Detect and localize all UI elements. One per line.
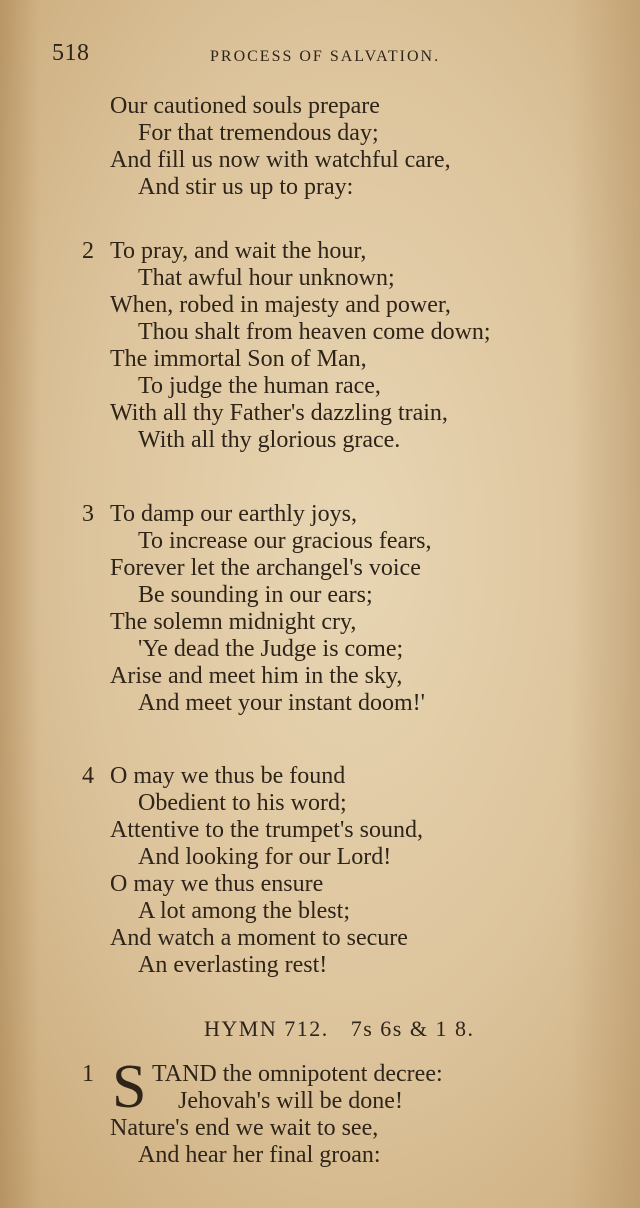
verse-line: Nature's end we wait to see, xyxy=(110,1115,379,1141)
page-shadow-right xyxy=(570,0,640,1208)
stanza-number: 4 xyxy=(82,763,94,789)
verse-line: The immortal Son of Man, xyxy=(110,346,367,372)
verse-line: O may we thus be found xyxy=(110,763,346,789)
stanza-number: 2 xyxy=(82,238,94,264)
running-head: PROCESS OF SALVATION. xyxy=(210,48,441,65)
verse-line: Thou shalt from heaven come down; xyxy=(138,319,491,345)
verse-line: To damp our earthly joys, xyxy=(110,501,357,527)
hymn-heading xyxy=(204,1016,474,1042)
verse-line: That awful hour unknown; xyxy=(138,265,395,291)
verse-line: And stir us up to pray: xyxy=(138,174,354,200)
verse-line: Arise and meet him in the sky, xyxy=(110,663,403,689)
verse-line: TAND the omnipotent decree: xyxy=(152,1061,443,1087)
verse-line: And watch a moment to secure xyxy=(110,925,408,951)
verse-line: Forever let the archangel's voice xyxy=(110,555,421,581)
stanza-number: 3 xyxy=(82,501,94,527)
verse-line: Our cautioned souls prepare xyxy=(110,93,380,119)
verse-line: A lot among the blest; xyxy=(138,898,350,924)
verse-line: And fill us now with watchful care, xyxy=(110,147,451,173)
verse-line: With all thy glorious grace. xyxy=(138,427,401,453)
drop-cap: S xyxy=(112,1053,147,1121)
verse-line: 'Ye dead the Judge is come; xyxy=(138,636,404,662)
verse-line: And meet your instant doom!' xyxy=(138,690,425,716)
verse-line: And hear her final groan: xyxy=(138,1142,381,1168)
verse-line: To increase our gracious fears, xyxy=(138,528,432,554)
verse-line: And looking for our Lord! xyxy=(138,844,392,870)
page-header xyxy=(52,40,522,74)
verse-line: To pray, and wait the hour, xyxy=(110,238,367,264)
verse-line: Attentive to the trumpet's sound, xyxy=(110,817,423,843)
verse-line: With all thy Father's dazzling train, xyxy=(110,400,448,426)
verse-line: Be sounding in our ears; xyxy=(138,582,373,608)
verse-line: For that tremendous day; xyxy=(138,120,379,146)
verse-line: An everlasting rest! xyxy=(138,952,328,978)
page-number: 518 xyxy=(52,40,90,66)
verse-line: To judge the human race, xyxy=(138,373,381,399)
verse-line: When, robed in majesty and power, xyxy=(110,292,451,318)
verse-line: Obedient to his word; xyxy=(138,790,347,816)
hymn-meter: 7s 6s & 1 8. xyxy=(350,1016,475,1041)
stanza-number: 1 xyxy=(82,1061,94,1087)
hymn-title: HYMN 712. xyxy=(204,1016,329,1041)
verse-line: O may we thus ensure xyxy=(110,871,324,897)
verse-line: Jehovah's will be done! xyxy=(178,1088,403,1114)
page-shadow-left xyxy=(0,0,40,1208)
verse-line: The solemn midnight cry, xyxy=(110,609,357,635)
